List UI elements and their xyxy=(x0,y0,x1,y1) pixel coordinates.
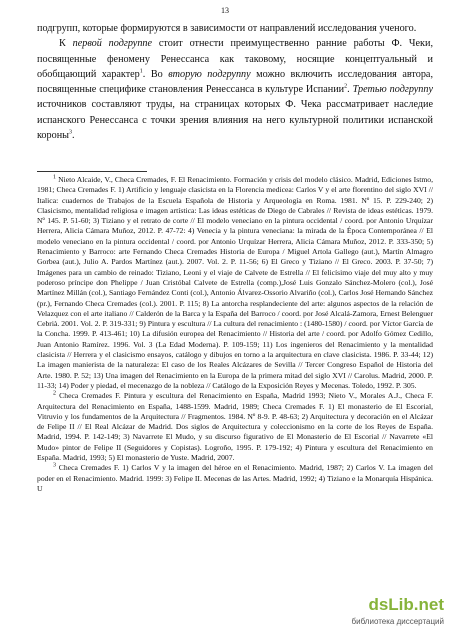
footnote-divider xyxy=(37,171,147,172)
text-run: . Во xyxy=(142,68,169,80)
footnote-number: 2 xyxy=(53,390,56,397)
footnote-text: Nieto Alcaide, V., Checa Cremades, F. El Renacimiento. Formación y crisis del modelo clásico. Madrid, Ediciones Istmo, 1981; Checa Cremades F. 1) Artificio y lenguaje clasicista en la Florencia medicea: Carlos V y el arte florentino del siglo XVI // Italica: cuadernos de Trabajos de la Escuela Española de Historia y Arqueología en Roma. 1981. Nº 15. P. 229-240; 2) Clasicismo, mentalidad religiosa e imagen artística: Las ideas estéticas de Diego de Cabrales // Revista de ideas estéticas. 1979. Nº 145. P. 51-60; 3) Tiziano y el retrato de corte // El modelo veneciano en la pintura occidental / coord. por Antonio Urquízar Herrera, Alicia Cámara Muñoz, 2012. P. 47-72: 4) Venecia y la pintura veneciana: la mirada de la Época Contemporánea // El modelo veneciano en la pintura occidental / coord. por Antonio Urquízar Herrera, Alicia Cámara Muñoz, 2012. P. 333-350; 5) Renacimiento y Barroco: arte Fernando Checa Cremades Historia de Europa / Miguel Artola Gallego (aut.), Martín Almagro Gorbea (aut.), Julio A. Pardos Martínez (aut.). 2007. Vol. 2. P. 11-56; 6) El Greco y Tiziano // El Greco. 2003. P. 37-50; 7) Imágenes para un cambio de reinado: Tiziano, Leoni y el viaje de Calvete de Estrella // El felicísimo viaje del muy alto y muy poderoso príncipe don Phelippe / Juan Cristóbal Calvete de Estrella (comp.),José Luis Gonzalo Sánchez-Molero (col.), José Martínez Millán (col.), Santiago Fernández Conti (col.), Antonio Álvarez-Ossorio Alvariño (col.), Carlos José Hernando Sánchez (pr.), Fernando Checa Cremades (col.). 2001. P. 115; 8) La antorcha resplandeciente del arte: algunos aspectos de la relación de Velazquez con el arte italiano // Calderón de la Barca y la España del Barroco / coord. por José Alcalá-Zamora, Ernest Belenguer Cebrià. 2001. Vol. 2. P. 319-331; 9) Pintura y escultura // La cultura del renacimiento : (1480-1580) / coord. por Víctor García de la Concha. 1999. P. 413-461; 10) La difusión europea del Renacimiento // Historia del arte / coord. por Adolfo Gómez Cedillo, Juan Antonio Ramírez. 1996. Vol. 3 (La Edad Moderna). P. 109-159; 11) Los ingenieros del Renacimiento y la mentalidad clasicista // Herrera y el clasicismo ensayos, catálogo y dibujos en torno a la arquitectura en clave clasicista. 1986. P. 33-44; 12) La imagen manierista de la naturaleza: El caso de los Reales Alcázares de Sevilla // Tercer Congreso Español de Historia del Arte. 1980. P. 52; 13) Una imagen del Renacimiento en la Europa de la primera mitad del siglo XVI // Carolus. Madrid, 2000. P. 11-33; 14) Poder y piedad, el mecenazgo de la nobleza // Catálogo de la Exposición Reyes y Mecenas. Toledo, 1992. P. 305. xyxy=(37,175,433,390)
footnote-1 xyxy=(37,175,433,391)
text-run: К xyxy=(59,38,73,50)
paragraph-2 xyxy=(37,36,433,143)
dslib-watermark[interactable] xyxy=(342,595,444,633)
footnote-number: 3 xyxy=(53,462,56,469)
page-number: 13 xyxy=(221,6,229,15)
second-subgroup-term: вторую подгруппу xyxy=(168,68,251,80)
first-subgroup-term: первой подгруппе xyxy=(72,38,153,50)
footnote-2 xyxy=(37,391,433,463)
third-subgroup-term: Третью подгруппу xyxy=(352,84,434,96)
footnote-ref-3[interactable]: 3 xyxy=(69,129,73,136)
footnote-ref-1[interactable]: 1 xyxy=(139,68,143,75)
watermark-logo: dsLib.net xyxy=(368,595,444,614)
footnotes xyxy=(37,175,433,494)
footnote-number: 1 xyxy=(53,174,56,181)
footnote-ref-2[interactable]: 2 xyxy=(344,83,348,90)
text-run: можно включить исследования автора, посвященные специфике становления Ренессанса в культуре Испании xyxy=(37,68,434,96)
watermark-caption: библиотека диссертаций xyxy=(351,617,444,626)
main-text xyxy=(37,21,433,143)
paragraph-1: подгрупп, которые формируются в зависимости от направлений исследования ученого. xyxy=(37,23,417,34)
text-run: . xyxy=(347,84,353,96)
text-run: . xyxy=(72,130,75,142)
text-run: источников составляют труды, на страницах которых Ф. Чека рассматривает наследие испанского Ренессанса с точки зрения влияния на него культурной политики испанской короны xyxy=(37,99,433,142)
footnote-3 xyxy=(37,463,433,494)
footnote-text: Checa Cremades F. 1) Carlos V y la imagen del héroe en el Renacimiento. Madrid, 1987; 2) Carlos V. La imagen del poder en el Renacimiento. Madrid. 1999: 3) Felipe II. Mecenas de las Artes. Madrid, 1992; 4) Tiziano e la Monarquía Hispánica. U xyxy=(37,463,433,493)
footnote-text: Checa Cremades F. Pintura y escultura del Renacimiento en España, Madrid 1993; Nieto V., Morales A.J., Checa F. Arquitectura del Renacimiento en España, 1488-1599. Madrid, 1989; Checa Cremades F. 1) El monasterio de El Escorial, Vitruvio y los fundamentos de la Arquitectura // Fragmentos. 1984. Nº 8-9. P. 48-63; 2) Arquitectura y decoración en el Alcázar de Felipe II // El Real Alcázar de Madrid. Dos siglos de Arquitectura y coleccionismo en la corte de los Reyes de España. Madrid, 1994. P. 142-149; 3) Navarrete El Mudo, y su discurso figurativo de El Monasterio de El Escorial // Navarrete «El Mudo» pintor de Felipe II (Seguidores y Copistas). Logroño, 1995. P. 179-192; 4) Pintura y escultura del Renacimiento en España. Madrid, 1993; 5) El monasterio de Yuste. Madrid, 2007. xyxy=(37,391,433,463)
text-run: стоит отнести преимущественно ранние работы Ф. Чеки, посвященные феномену Ренессанса как таковому, носящие концептуальный и обобщающий характер xyxy=(37,38,433,80)
